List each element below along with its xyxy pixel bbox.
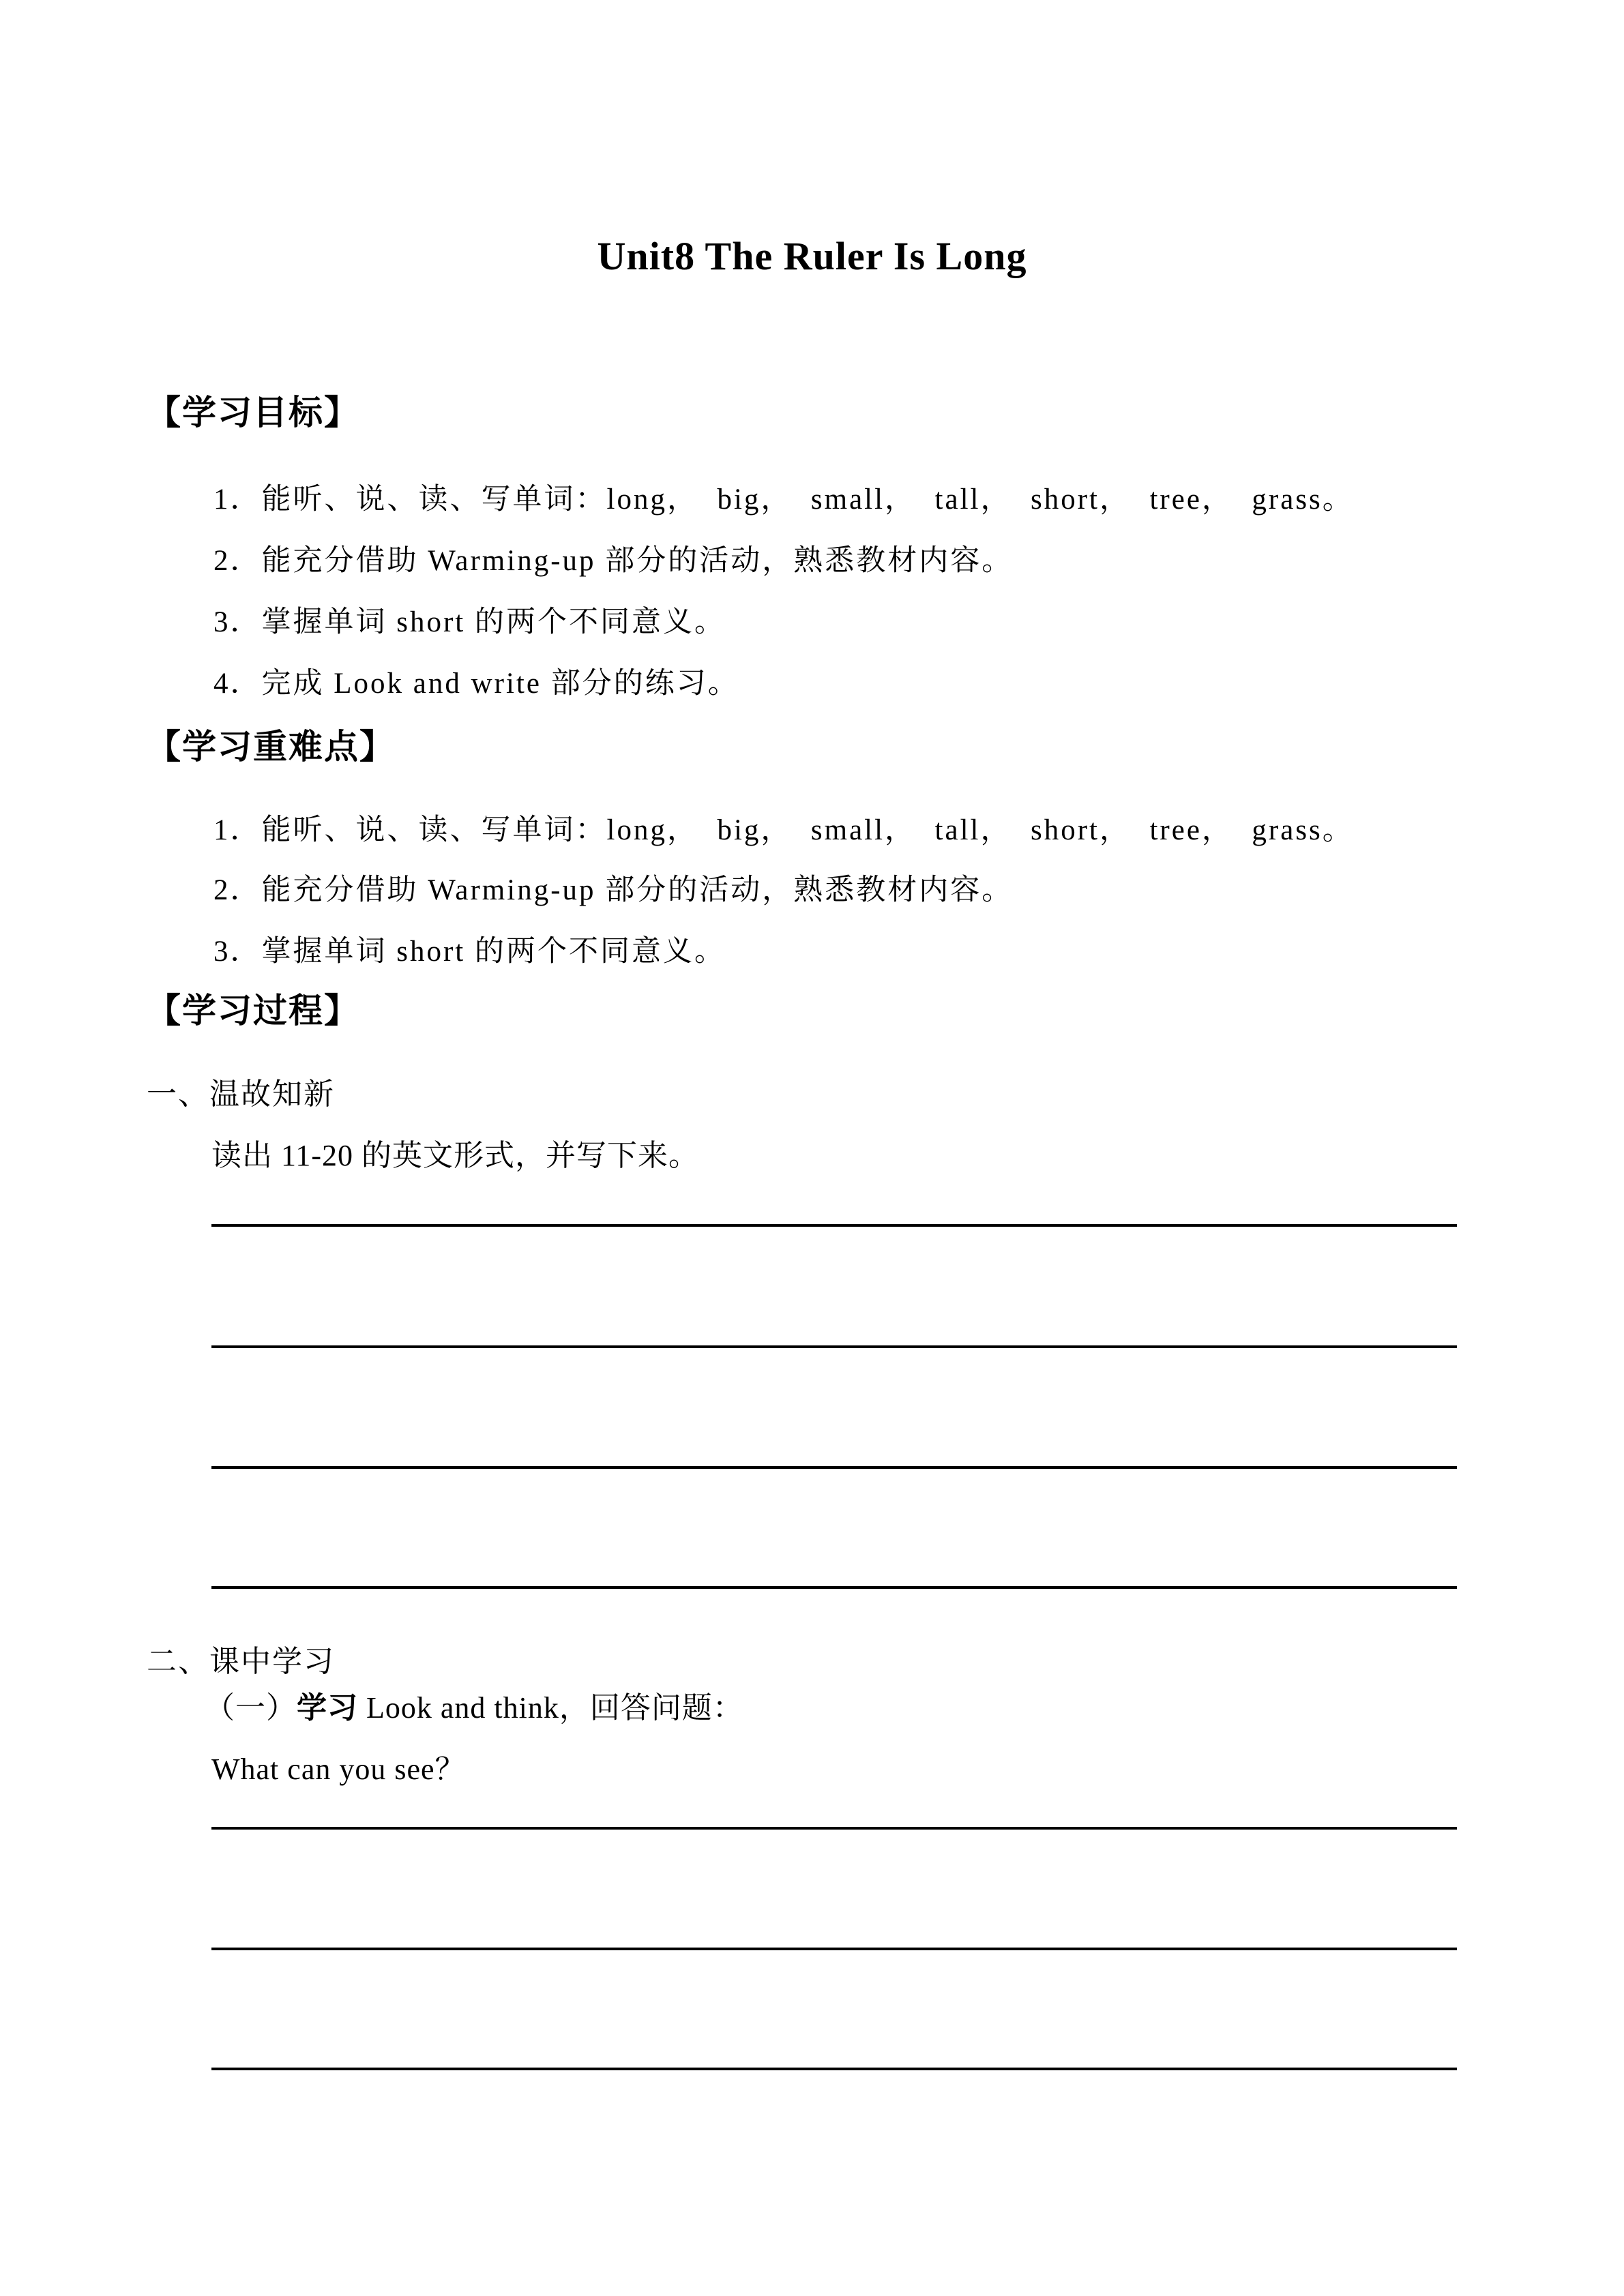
writing-line-3 (211, 1466, 1457, 1469)
writing-line-1 (211, 1224, 1457, 1227)
question-what-can-you-see: What can you see？ (211, 1753, 466, 1786)
goals-item-4: 4．完成 Look and write 部分的练习。 (213, 668, 739, 700)
goals-item-3: 3．掌握单词 short 的两个不同意义。 (213, 606, 726, 638)
step-1-emphasis-learn: 学习 (297, 1691, 358, 1725)
keypoints-item-2: 2．能充分借助 Warming-up 部分的活动，熟悉教材内容。 (213, 874, 1014, 906)
step-1-heading (205, 1683, 743, 1727)
writing-line-5 (211, 1827, 1457, 1830)
keypoints-heading: 【学习重难点】 (147, 728, 395, 766)
goals-item-1: 1．能听、说、读、写单词：long， big， small， tall， short， tree， grass。 (213, 483, 1354, 516)
step-1-prefix: （一） (205, 1691, 297, 1725)
step-1-suffix: Look and think，回答问题： (358, 1691, 743, 1725)
document-title: Unit8 The Ruler Is Long (597, 234, 1027, 278)
section-1-instruction: 读出 11-20 的英文形式，并写下来。 (211, 1139, 700, 1172)
section-1-label: 一、温故知新 (147, 1077, 335, 1111)
writing-line-6 (211, 1948, 1457, 1950)
keypoints-item-3: 3．掌握单词 short 的两个不同意义。 (213, 936, 726, 968)
section-2-label: 二、课中学习 (147, 1645, 335, 1678)
writing-line-4 (211, 1586, 1457, 1589)
writing-line-2 (211, 1345, 1457, 1348)
process-heading: 【学习过程】 (147, 992, 359, 1030)
keypoints-item-1: 1．能听、说、读、写单词：long， big， small， tall， short， tree， grass。 (213, 814, 1354, 846)
writing-line-7 (211, 2068, 1457, 2070)
goals-heading: 【学习目标】 (147, 393, 359, 432)
goals-item-2: 2．能充分借助 Warming-up 部分的活动，熟悉教材内容。 (213, 545, 1014, 577)
